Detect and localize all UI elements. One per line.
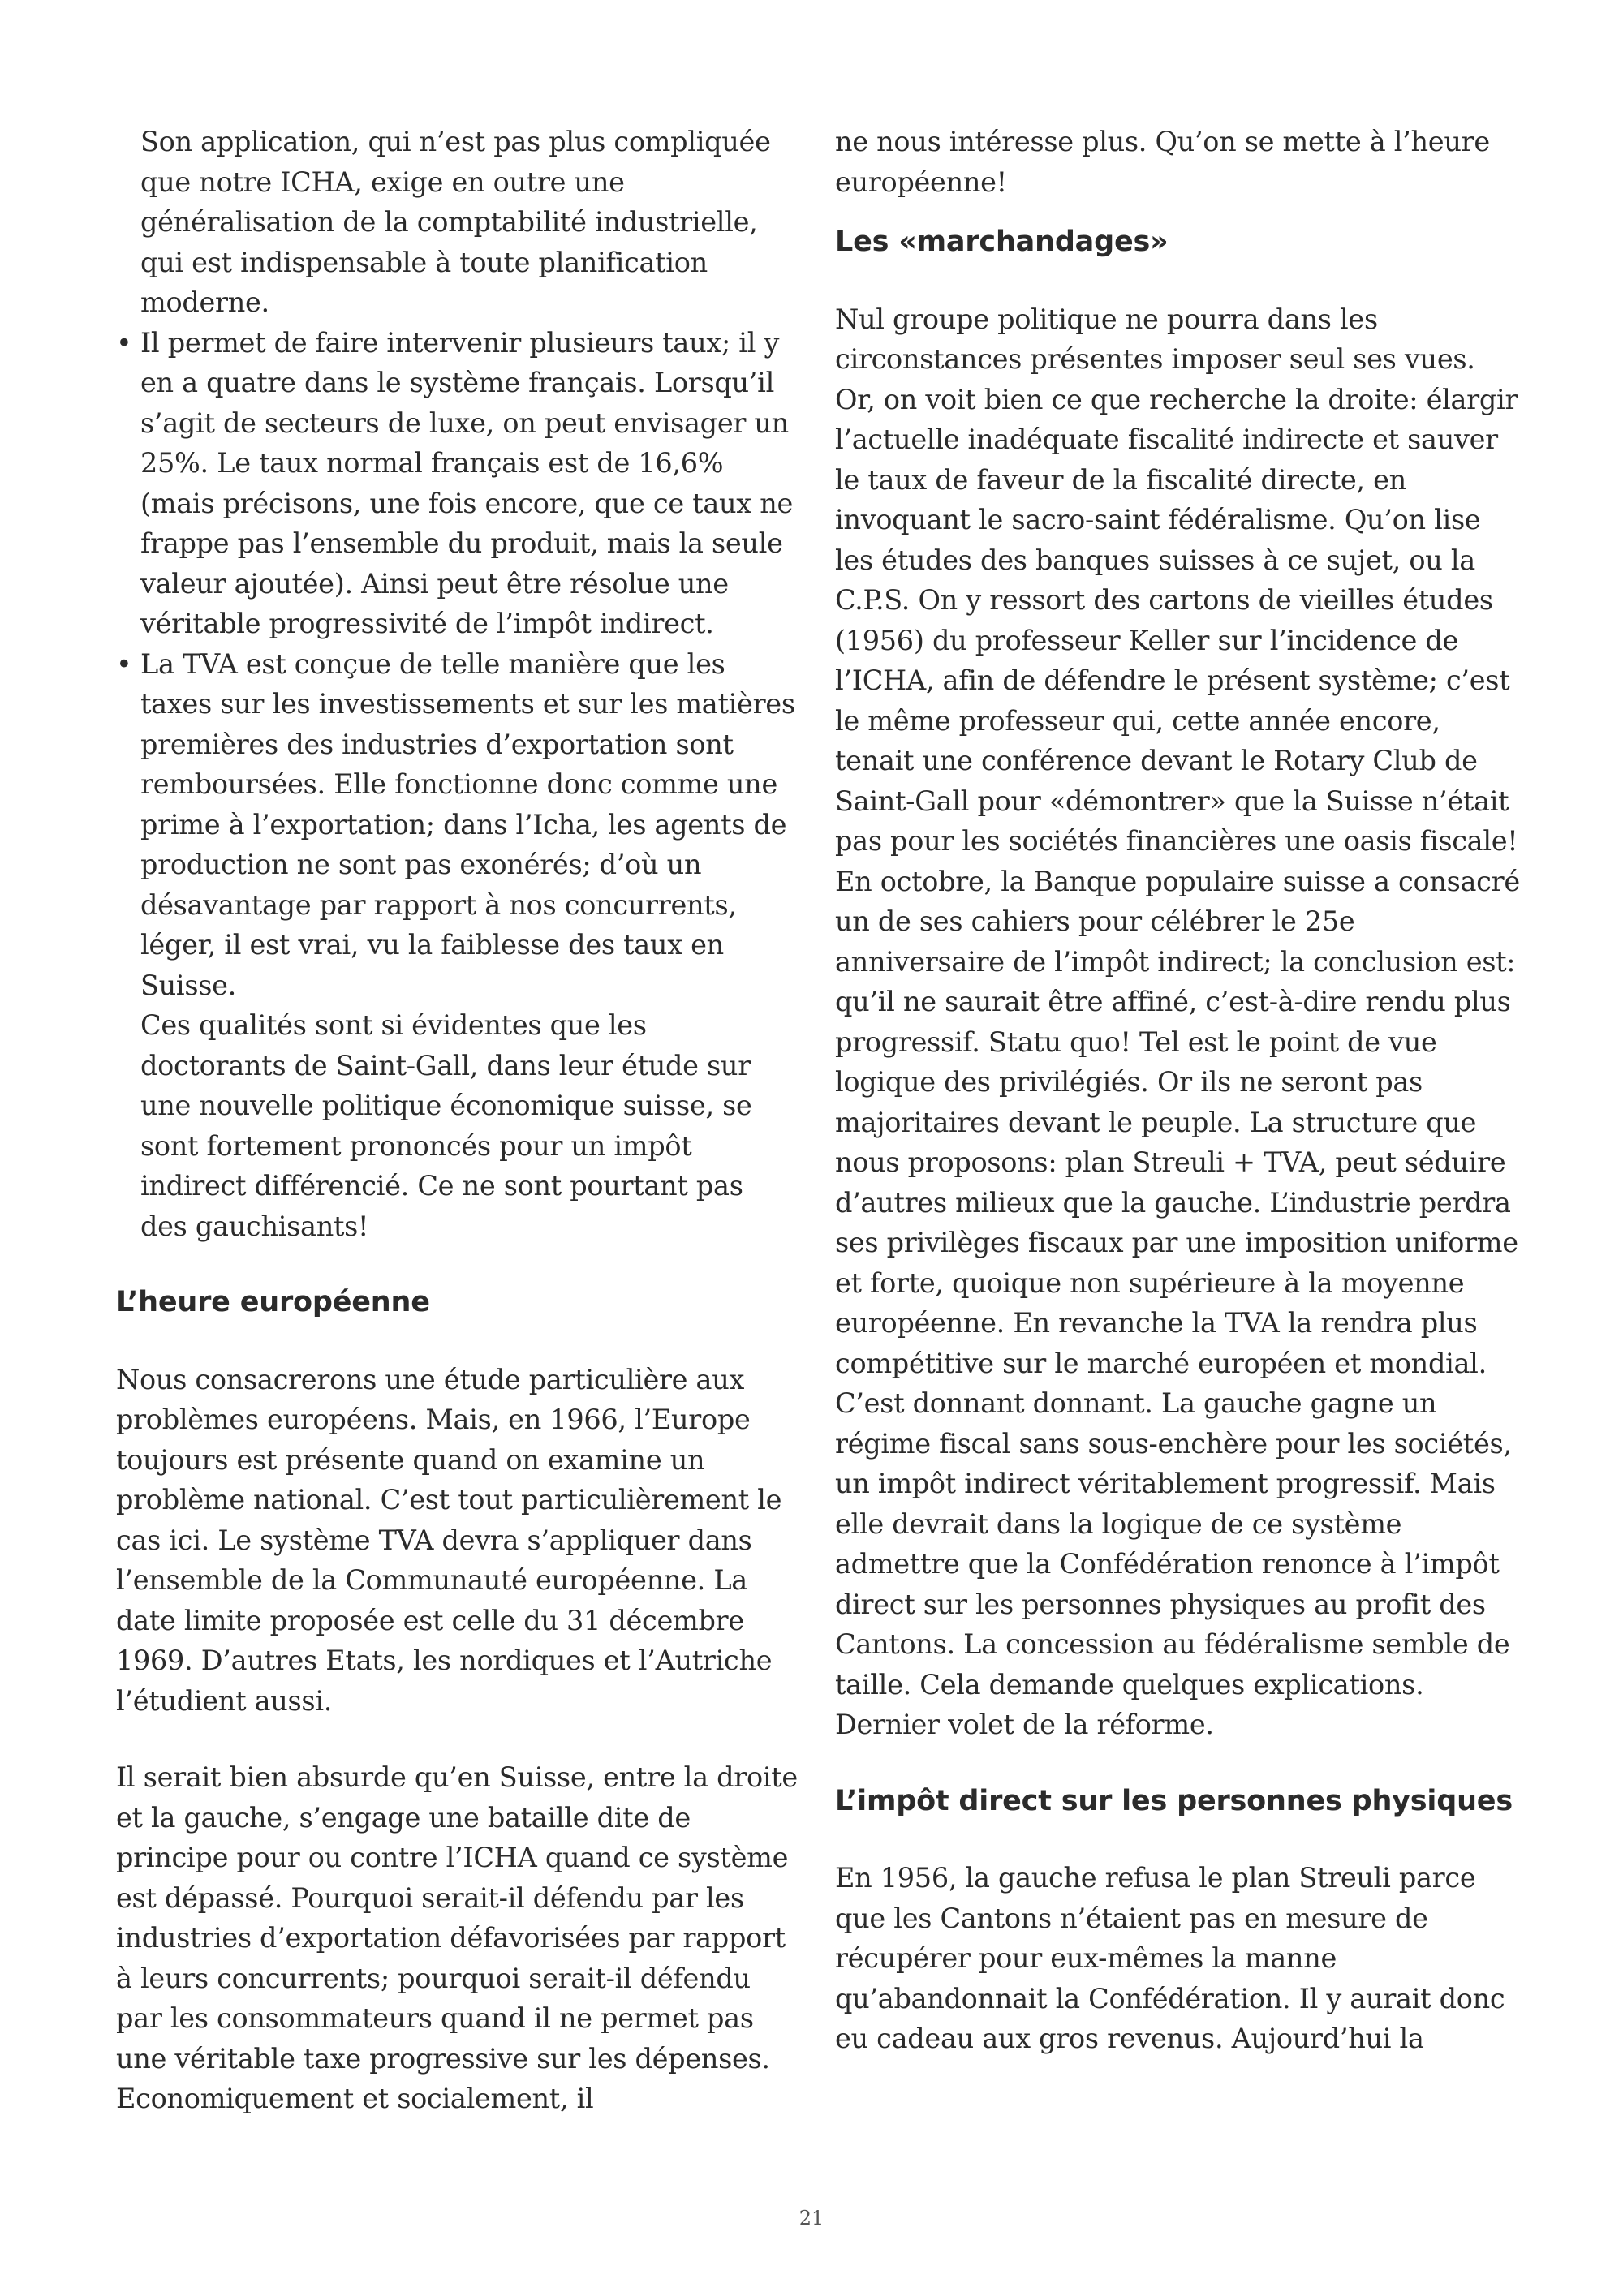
paragraph-icha-debate: Il serait bien absurde qu’en Suisse, entre la droite et la gauche, s’engage une bataille dite de principe pour ou contre l’ICHA quand ce système est dépassé. Pourquoi serait-il défendu par les industries d’exportation défavorisées par rapport à leurs concurrents; pourquoi serait-il défendu par les consommateurs quand il ne permet pas une véritable taxe progressive sur les dépenses. Economiquement et socialement, il: [116, 1761, 798, 2114]
page-number: 21: [799, 2207, 824, 2229]
left-column: [116, 122, 798, 2119]
closing-indented-paragraph: Ces qualités sont si évidentes que les doctorants de Saint-Gall, dans leur étude sur une nouvelle politique économique suisse, se sont fortement prononcés pour un impôt indirect différencié. Ce ne sont pourtant pas des gauchisants!: [140, 1009, 752, 1242]
paragraph-european-studies: Nous consacrerons une étude particulière aux problèmes européens. Mais, en 1966, l’Europe toujours est présente quand on examine un problème national. C’est tout particulièrement le cas ici. Le système TVA devra s’appliquer dans l’ensemble de la Communauté européenne. La date limite proposée est celle du 31 décembre 1969. D’autres Etats, les nordiques et l’Autriche l’étudient aussi.: [116, 1363, 782, 1717]
heading-bargaining: Les «marchandages»: [835, 226, 1169, 258]
heading-european-hour: L’heure européenne: [116, 1286, 430, 1318]
paragraph-political-groups: Nul groupe politique ne pourra dans les circonstances présentes imposer seul ses vues. Or, on voit bien ce que recherche la droite: élargir l’actuelle inadéquate fiscalité indirecte et sauver le taux de faveur de la fiscalité directe, en invoquant le sacro-saint fédéralisme. Qu’on lise les études des banques suisses à ce sujet, ou la C.P.S. On y ressort des cartons de vieilles études (1956) du professeur Keller sur l’incidence de l’ICHA, afin de défendre le présent système; c’est le même professeur qui, cette année encore, tenait une conférence devant le Rotary Club de Saint-Gall pour «démontrer» que la Suisse n’était pas pour les sociétés financières une oasis fiscale! En octobre, la Banque populaire suisse a consacré un de ses cahiers pour célébrer le 25e anniversaire de l’impôt indirect; la conclusion est: qu’il ne saurait être affiné, c’est-à-dire rendu plus progressif. Statu quo! Tel est le point de vue logique des privilégiés. Or ils ne seront pas majoritaires devant le peuple. La structure que nous proposons: plan Streuli + TVA, peut séduire d’autres milieux que la gauche. L’industrie perdra ses privilèges fiscaux par une imposition uniforme et forte, quoique non supérieure à la moyenne européenne. En revanche la TVA la rendra plus compétitive sur le marché européen et mondial. C’est donnant donnant. La gauche gagne un régime fiscal sans sous-enchère pour les sociétés, un impôt indirect véritablement progressif. Mais elle devrait dans la logique de ce système admettre que la Confédération renonce à l’impôt direct sur les personnes physiques au profit des Cantons. La concession au fédéralisme semble de taille. Cela demande quelques explications. Dernier volet de la réforme.: [835, 303, 1520, 1740]
bullet-item-export-refund: • La TVA est conçue de telle manière que les taxes sur les investissements et sur les matières premières des industries d’exportation sont remboursées. Elle fonctionne donc comme une prime à l’exportation; dans l’Icha, les agents de production ne sont pas exonérés; d’où un désavantage par rapport à nos concurrents, léger, il est vrai, vu la faiblesse des taux en Suisse.: [116, 644, 798, 1006]
bullet-list: [116, 323, 798, 1006]
intro-paragraph: Son application, qui n’est pas plus compliquée que notre ICHA, exige en outre une généralisation de la comptabilité industrielle, qui est indispensable à toute planification moderne.: [140, 126, 771, 318]
heading-direct-tax: L’impôt direct sur les personnes physiques: [835, 1784, 1513, 1817]
right-column: [835, 122, 1521, 2059]
continuation-paragraph: ne nous intéresse plus. Qu’on se mette à l’heure européenne!: [835, 126, 1490, 198]
bullet-item-multiple-rates: • Il permet de faire intervenir plusieurs taux; il y en a quatre dans le système français. Lorsqu’il s’agit de secteurs de luxe, on peut envisager un 25%. Le taux normal français est de 16,6% (mais précisons, une fois encore, que ce taux ne frappe pas l’ensemble du produit, mais la seule valeur ajoutée). Ainsi peut être résolue une véritable progressivité de l’impôt indirect.: [116, 323, 798, 644]
paragraph-streuli-plan: En 1956, la gauche refusa le plan Streuli parce que les Cantons n’étaient pas en mesure de récupérer pour eux-mêmes la manne qu’abandonnait la Confédération. Il y aurait donc eu cadeau aux gros revenus. Aujourd’hui la: [835, 1862, 1505, 2054]
